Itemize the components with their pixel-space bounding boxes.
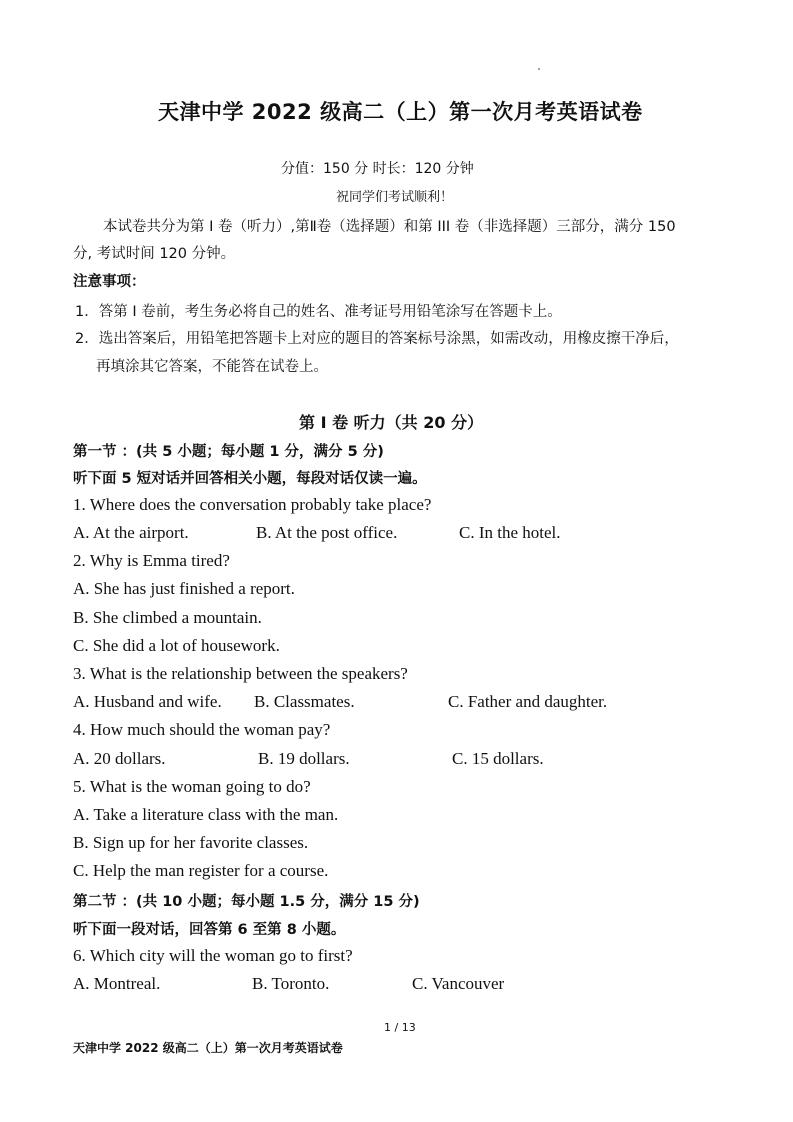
option: A. At the airport.: [73, 523, 189, 542]
option: C. She did a lot of housework.: [73, 636, 280, 655]
option: C. Father and daughter.: [448, 692, 608, 711]
section2-instructions: 听下面一段对话，回答第 6 至第 8 小题。: [73, 922, 346, 938]
intro-line-2: 分, 考试时间 120 分钟。: [73, 246, 236, 262]
option: C. Vancouver: [412, 974, 505, 993]
question-stem: 5. What is the woman going to do?: [73, 777, 311, 796]
option: C. 15 dollars.: [452, 749, 544, 768]
section2-heading: 第二节 ：(共 10 小题；每小题 1.5 分，满分 15 分): [73, 894, 420, 910]
option: C. Help the man register for a course.: [73, 861, 329, 880]
option: B. At the post office.: [256, 523, 398, 542]
page-number: 1 / 13: [384, 1021, 416, 1034]
question-stem: 2. Why is Emma tired?: [73, 551, 230, 570]
notes-heading: 注意事项：: [73, 274, 146, 290]
option: C. In the hotel.: [459, 523, 561, 542]
exam-title: 天津中学 2022 级高二（上）第一次月考英语试卷: [158, 100, 643, 124]
option: A. Husband and wife.: [73, 692, 222, 711]
option: B. She climbed a mountain.: [73, 608, 262, 627]
option: B. Toronto.: [252, 974, 330, 993]
intro-line-1: 本试卷共分为第 I 卷（听力）,第Ⅱ卷（选择题）和第 III 卷（非选择题）三部分，满分 150: [103, 219, 676, 235]
question-stem: 4. How much should the woman pay?: [73, 720, 331, 739]
option: A. Montreal.: [73, 974, 161, 993]
note-item-2-line-2: 再填涂其它答案，不能答在试卷上。: [96, 359, 328, 375]
note-item-1: 1．答第 I 卷前，考生务必将自己的姓名、准考证号用铅笔涂写在答题卡上。: [75, 304, 562, 320]
good-luck-wish: 祝同学们考试顺利！: [336, 189, 454, 204]
option: B. 19 dollars.: [258, 749, 350, 768]
question-stem: 6. Which city will the woman go to first?: [73, 946, 353, 965]
option: B. Sign up for her favorite classes.: [73, 833, 309, 852]
option: A. Take a literature class with the man.: [73, 805, 339, 824]
score-time-line: 分值：150 分 时长：120 分钟: [281, 161, 474, 177]
section1-instructions: 听下面 5 短对话并回答相关小题，每段对话仅读一遍。: [73, 471, 427, 487]
question-stem: 3. What is the relationship between the speakers?: [73, 664, 408, 683]
running-title: 天津中学 2022 级高二（上）第一次月考英语试卷: [73, 1041, 343, 1055]
option: B. Classmates.: [254, 692, 355, 711]
section1-heading: 第一节 ：(共 5 小题；每小题 1 分，满分 5 分): [73, 444, 384, 460]
part1-heading: 第 I 卷 听力（共 20 分）: [299, 413, 484, 432]
question-stem: 1. Where does the conversation probably take place?: [73, 495, 432, 514]
option: A. 20 dollars.: [73, 749, 166, 768]
scan-dot: [538, 68, 540, 70]
option: A. She has just finished a report.: [73, 579, 295, 598]
note-item-2-line-1: 2．选出答案后，用铅笔把答题卡上对应的题目的答案标号涂黑，如需改动，用橡皮擦干净后，: [75, 331, 679, 347]
